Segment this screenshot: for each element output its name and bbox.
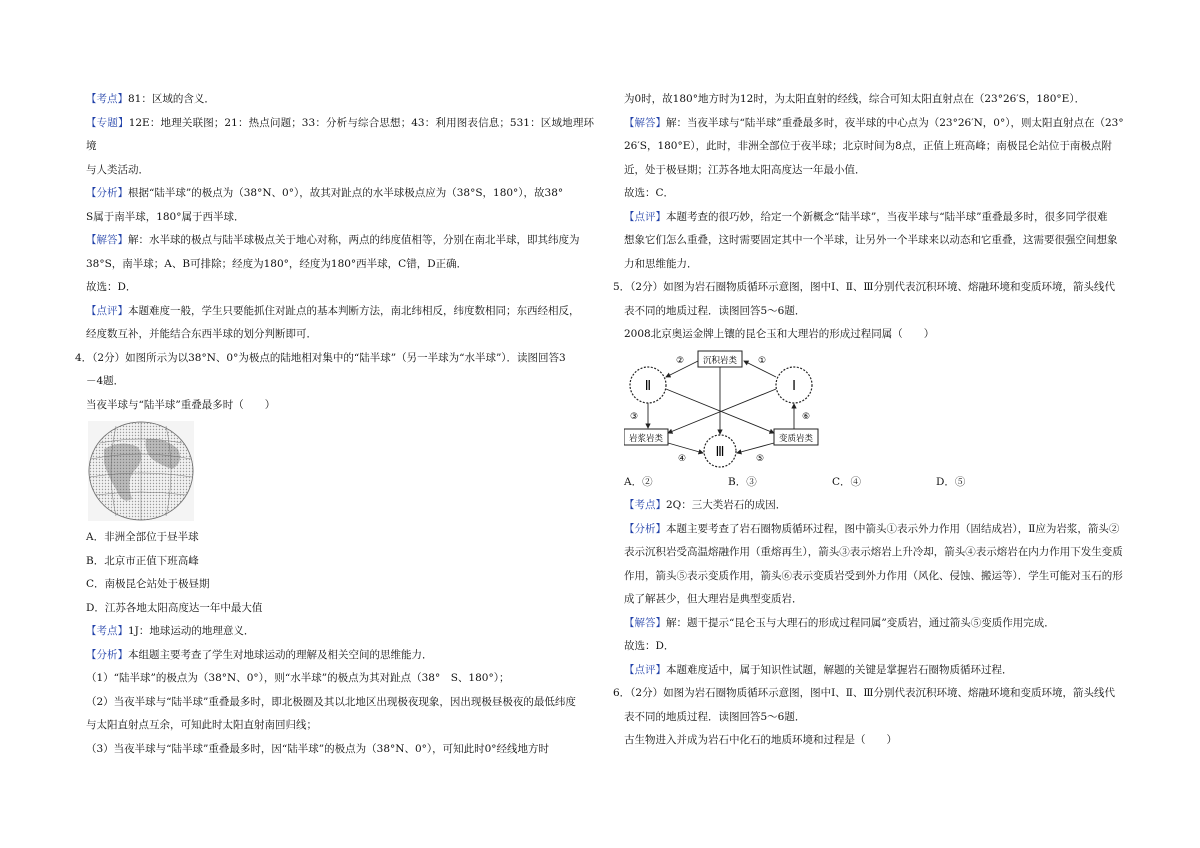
q4-point-2: （2）当夜半球与“陆半球”重叠最多时，即北极圈及其以北地区出现极夜现象，因出现极昼极夜的最低纬度 xyxy=(86,695,576,708)
rock-cycle-figure xyxy=(624,349,1134,471)
q5-stem-cont: 表不同的地质过程．读图回答5～6题． xyxy=(624,304,806,317)
q5-stem: 5．（2分）如图为岩石圈物质循环示意图，图中Ⅰ、Ⅱ、Ⅲ分别代表沉积环境、熔融环境和变质环境，箭头线代 xyxy=(613,281,1116,293)
arrow-i-to-ign xyxy=(668,389,776,433)
q3-dianping: 【点评】本题难度一般，学生只要能抓住对趾点的基本判断方法，南北纬相反，纬度数相同；东西经相反， xyxy=(86,304,580,317)
q5-option-a: A．② xyxy=(624,475,653,488)
right-column xyxy=(613,88,1134,753)
q5-option-b: B．③ xyxy=(728,475,757,488)
metamorphic-label: 变质岩类 xyxy=(778,433,814,444)
label-2: ② xyxy=(675,355,685,366)
q3-kaodian: 【考点】81：区域的含义． xyxy=(86,93,215,105)
q3-zhuanti-cont: 与人类活动． xyxy=(86,163,149,176)
circle-i-label: Ⅰ xyxy=(792,378,796,394)
q4-option-d: D．江苏各地太阳高度达一年中最大值 xyxy=(86,601,263,614)
q5-option-d: D．⑤ xyxy=(936,475,966,488)
q4-point-3: （3）当夜半球与“陆半球”重叠最多时，因“陆半球”的极点为（38°N、0°），可知此时0°经线地方时 xyxy=(86,742,550,755)
q5-fenxi: 【分析】本题主要考查了岩石圈物质循环过程，图中箭头①表示外力作用（固结成岩），Ⅱ应为岩浆，箭头② xyxy=(624,522,1120,535)
globe-image xyxy=(86,419,196,523)
q4-cont: 为0时，故180°地方时为12时，为太阳直射的经线，综合可知太阳直射点在（23°26′S，180°E）． xyxy=(624,93,1086,105)
q4-point-2-cont: 与太阳直射点互余，可知此时太阳直射南回归线； xyxy=(86,719,317,731)
q4-dianping-cont-2: 力和思维能力． xyxy=(624,257,698,270)
q4-dianping: 【点评】本题考查的很巧妙，给定一个新概念“陆半球”，当夜半球与“陆半球”重叠最多时，很多同学很难 xyxy=(624,210,1108,223)
q3-dianping-cont: 经度数互补，并能结合东西半球的划分判断即可． xyxy=(86,328,317,340)
q4-question: 当夜半球与“陆半球”重叠最多时（ ） xyxy=(86,398,276,411)
q6-stem-cont: 表不同的地质过程．读图回答5～6题． xyxy=(624,710,806,723)
q4-option-a: A．非洲全部位于昼半球 xyxy=(86,531,199,543)
q4-fenxi: 【分析】本组题主要考查了学生对地球运动的理解及相关空间的思维能力． xyxy=(86,648,433,661)
q4-dianping-cont-1: 想象它们怎么重叠，这时需要固定其中一个半球，让另外一个半球来以动态和它重叠，这需要很强空间想象 xyxy=(624,234,1118,246)
arrow-5 xyxy=(737,443,774,453)
q5-fenxi-cont-3: 成了解甚少，但大理岩是典型变质岩． xyxy=(624,593,803,605)
sedimentary-label: 沉积岩类 xyxy=(702,355,738,366)
q4-kaodian: 【考点】1J：地球运动的地理意义． xyxy=(86,625,255,637)
q4-point-1: （1）“陆半球”的极点为（38°N、0°），则“水半球”的极点为其对趾点（38° S、180°）； xyxy=(86,672,510,684)
q3-fenxi: 【分析】根据“陆半球”的极点为（38°N、0°），故其对趾点的水半球极点应为（38°S，180°），故38° xyxy=(86,187,564,199)
q6-stem: 6．（2分）如图为岩石圈物质循环示意图，图中Ⅰ、Ⅱ、Ⅲ分别代表沉积环境、熔融环境和变质环境，箭头线代 xyxy=(613,687,1116,699)
q4-stem: 4．（2分）如图所示为以38°N、0°为极点的陆地相对集中的“陆半球”（另一半球为“水半球”）．读图回答3 xyxy=(75,351,566,364)
q3-fenxi-cont: S属于南半球，180°属于西半球． xyxy=(86,210,245,223)
q5-fenxi-cont-2: 作用，箭头⑤表示变质作用，箭头⑥表示变质岩受到外力作用（风化、侵蚀、搬运等）．学生可能对玉石的形 xyxy=(624,569,1123,582)
label-5: ⑤ xyxy=(755,453,765,464)
q3-jieda-cont: 38°S，南半球；A、B可排除；经度为180°，经度为180°西半球，C错，D正确． xyxy=(86,257,468,270)
q3-zhuanti: 【专题】12E：地理关联图；21：热点问题；33：分析与综合思想；43：利用图表信息；531：区域地理环境 xyxy=(86,116,594,152)
q5-jieda: 【解答】解：题干提示“昆仑玉与大理石的形成过程同属”变质岩，通过箭头⑤变质作用完成． xyxy=(624,616,1055,629)
q5-kaodian: 【考点】2Q：三大类岩石的成因． xyxy=(624,499,787,511)
q5-option-c: C．④ xyxy=(832,475,862,488)
label-6: ⑥ xyxy=(801,411,811,422)
arrow-4 xyxy=(668,443,703,453)
label-3: ③ xyxy=(629,411,639,422)
q3-answer: 故选：D． xyxy=(86,281,137,293)
q5-question: 2008北京奥运金牌上镶的昆仑玉和大理岩的形成过程同属（ ） xyxy=(624,328,935,340)
q5-dianping: 【点评】本题难度适中，属于知识性试题，解题的关键是掌握岩石圈物质循环过程． xyxy=(624,663,1013,676)
label-1: ① xyxy=(757,355,767,366)
globe-figure xyxy=(86,419,594,526)
q4-jieda-cont-2: 近，处于极昼期；江苏各地太阳高度达一年最小值． xyxy=(624,163,866,176)
q4-jieda: 【解答】解：当夜半球与“陆半球”重叠最多时，夜半球的中心点为（23°26′N，0°），则太阳直射点在（23° xyxy=(624,116,1124,129)
label-4: ④ xyxy=(677,453,687,464)
rock-cycle-diagram xyxy=(624,349,824,469)
circle-iii-label: Ⅲ xyxy=(715,444,725,460)
q4-jieda-cont-1: 26′S，180°E），此时，非洲全部位于夜半球；北京时间为8点，正值上班高峰；南极昆仑站位于南极点附 xyxy=(624,140,1112,152)
q4-option-b: B．北京市正值下班高峰 xyxy=(86,554,199,567)
left-column xyxy=(75,88,594,761)
q3-jieda: 【解答】解：水半球的极点与陆半球极点关于地心对称，两点的纬度值相等，分别在南北半球，即其纬度为 xyxy=(86,234,580,246)
q5-fenxi-cont-1: 表示沉积岩受高温熔融作用（重熔再生），箭头③表示熔岩上升冷却，箭头④表示熔岩在内力作用下发生变质 xyxy=(624,546,1123,558)
igneous-label: 岩浆岩类 xyxy=(628,433,664,444)
q6-question: 古生物进入并成为岩石中化石的地质环境和过程是（ ） xyxy=(624,734,897,746)
q4-stem-cont: －4题． xyxy=(86,375,125,387)
q5-options xyxy=(624,471,1134,495)
q5-answer: 故选：D． xyxy=(624,640,675,652)
q4-answer: 故选：C． xyxy=(624,187,675,199)
q4-option-c: C．南极昆仑站处于极昼期 xyxy=(86,578,210,590)
circle-ii-label: Ⅱ xyxy=(644,378,652,394)
